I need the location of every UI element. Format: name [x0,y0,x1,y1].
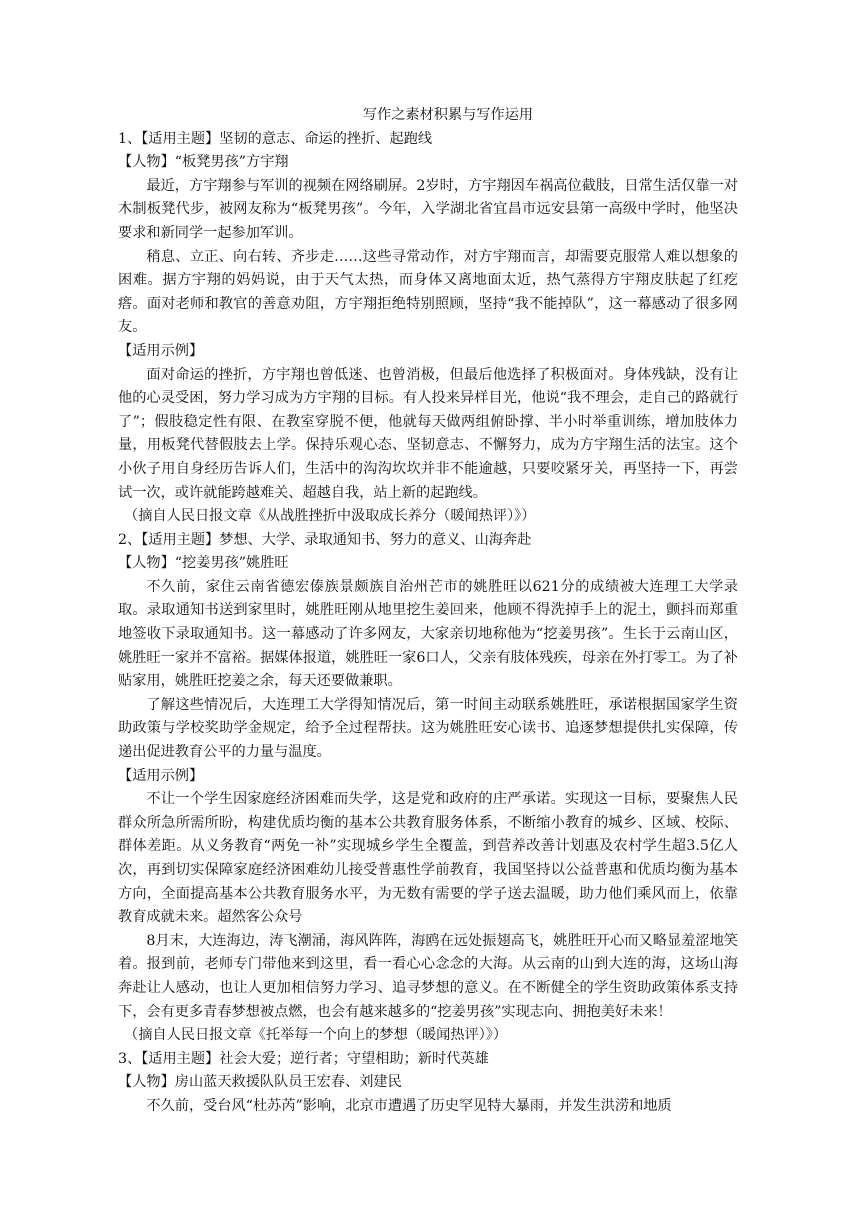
document-page [118,104,738,1119]
section-2-paragraph-1: 不久前，家住云南省德宏傣族景颇族自治州芒市的姚胜旺以621分的成绩被大连理工大学录取。录取通知书送到家里时，姚胜旺刚从地里挖生姜回来，他顾不得洗掉手上的泥土，颤抖而郑重地签收下录取通知书。这一幕感动了许多网友，大家亲切地称他为“挖姜男孩”。生长于云南山区，姚胜旺一家并不富裕。据媒体报道，姚胜旺一家6口人，父亲有肢体残疾，母亲在外打零工。为了补贴家用，姚胜旺挖姜之余，每天还要做兼职。 [118,578,738,690]
section-1-paragraph-1: 最近，方宇翔参与军训的视频在网络刷屏。2岁时，方宇翔因车祸高位截肢，日常生活仅靠一对木制板凳代步，被网友称为“板凳男孩”。今年，入学湖北省宜昌市远安县第一高级中学时，他坚决要求和新同学一起参加军训。 [118,177,738,241]
section-3-heading: 3、【适用主题】社会大爱；逆行者；守望相助；新时代英雄 [118,1050,489,1067]
section-1-paragraph-2: 稍息、立正、向右转、齐步走……这些寻常动作，对方宇翔而言，却需要克服常人难以想象的困难。据方宇翔的妈妈说，由于天气太热，而身体又离地面太近，热气蒸得方宇翔皮肤起了红疙瘩。面对老师和教官的善意劝阻，方宇翔拒绝特别照顾，坚持“我不能掉队”，这一幕感动了很多网友。 [118,248,738,336]
section-2-paragraph-2: 了解这些情况后，大连理工大学得知情况后，第一时间主动联系姚胜旺，承诺根据国家学生资助政策与学校奖助学金规定，给予全过程帮扶。这为姚胜旺安心读书、追逐梦想提供扎实保障，传递出促进教育公平的力量与温度。 [118,696,738,761]
section-2-example-paragraph-2: 8月末，大连海边，涛飞潮涌，海风阵阵，海鸥在远处振翅高飞，姚胜旺开心而又略显羞涩地笑着。报到前，老师专门带他来到这里，看一看心心念念的大海。从云南的山到大连的海，这场山海奔赴让人感动，也让人更加相信努力学习、追寻梦想的意义。在不断健全的学生资助政策体系支持下，会有更多青春梦想被点燃，也会有越来越多的“挖姜男孩”实现志向、拥抱美好未来！ [118,932,738,1020]
section-1-heading: 1、【适用主题】坚韧的意志、命运的挫折、起跑线 [118,130,433,147]
section-2-heading: 2、【适用主题】梦想、大学、录取通知书、努力的意义、山海奔赴 [118,531,532,548]
section-1-example-label: 【适用示例】 [118,342,204,359]
section-1-person: 【人物】“板凳男孩”方宇翔 [118,154,289,171]
section-2-person: 【人物】“挖姜男孩”姚胜旺 [118,555,289,572]
section-1-source: （摘自人民日报文章《从战胜挫折中汲取成长养分（暖闻热评）》） [124,508,536,525]
section-3-paragraph-1: 不久前，受台风“杜苏芮”影响，北京市遭遇了历史罕见特大暴雨，并发生洪涝和地质 [146,1097,672,1114]
section-3-person: 【人物】房山蓝天救援队队员王宏春、刘建民 [118,1074,402,1091]
document-title: 写作之素材积累与写作运用 [362,107,534,123]
section-1-example-paragraph-1: 面对命运的挫折，方宇翔也曾低迷、也曾消极，但最后他选择了积极面对。身体残缺，没有让他的心灵受困，努力学习成为方宇翔的目标。有人投来异样目光，他说“我不理会，走自己的路就行了”；假肢稳定性有限、在教室穿脱不便，他就每天做两组俯卧撑、半小时举重训练，增加肢体力量，用板凳代替假肢去上学。保持乐观心态、坚韧意志、不懈努力，成为方宇翔生活的法宝。这个小伙子用自身经历告诉人们，生活中的沟沟坎坎并非不能逾越，只要咬紧牙关，再坚持一下，再尝试一次，或许就能跨越难关、超越自我，站上新的起跑线。 [118,366,738,501]
section-2-example-paragraph-1: 不让一个学生因家庭经济困难而失学，这是党和政府的庄严承诺。实现这一目标，要聚焦人民群众所急所需所盼，构建优质均衡的基本公共教育服务体系，不断缩小教育的城乡、区域、校际、群体差距。从义务教育“两免一补”实现城乡学生全覆盖，到营养改善计划惠及农村学生超3.5亿人次，再到切实保障家庭经济困难幼儿接受普惠性学前教育，我国坚持以公益普惠和优质均衡为基本方向，全面提高基本公共教育服务水平，为无数有需要的学子送去温暖，助力他们乘风而上，依靠教育成就未来。超然客公众号 [118,791,738,926]
section-2-example-label: 【适用示例】 [118,767,204,784]
section-2-source: （摘自人民日报文章《托举每一个向上的梦想（暖闻热评）》） [124,1027,508,1044]
